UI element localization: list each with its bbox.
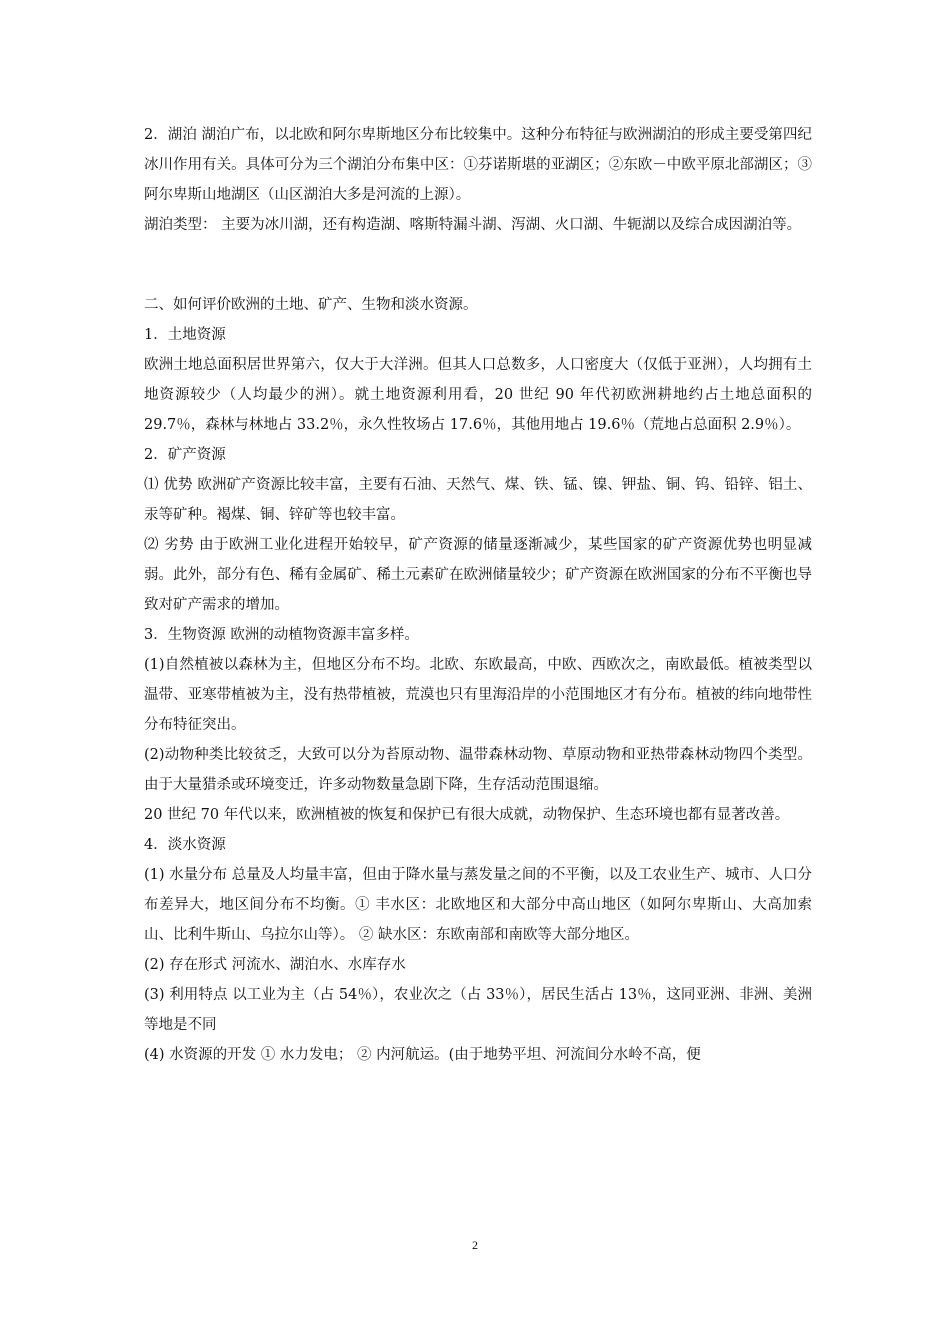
bio-animals-paragraph: (2)动物种类比较贫乏，大致可以分为苔原动物、温带森林动物、草原动物和亚热带森林动物四个类型。由于大量猎杀或环境变迁，许多动物数量急剧下降，生存活动范围退缩。: [144, 747, 812, 793]
water-forms-paragraph: (2) 存在形式 河流水、湖泊水、水库存水: [144, 957, 406, 973]
water-distribution-paragraph: (1) 水量分布 总量及人均量丰富，但由于降水量与蒸发量之间的不平衡，以及工农业生产、城市、人口分布差异大，地区间分布不均衡。① 丰水区：北欧地区和大部分中高山地区（如阿尔卑斯山、大高加索山、比利牛斯山、乌拉尔山等）。 ② 缺水区：东欧南部和南欧等大部分地区。: [144, 867, 812, 943]
bio-protection-paragraph: 20 世纪 70 年代以来，欧洲植被的恢复和保护已有很大成就，动物保护、生态环境也都有显著改善。: [144, 807, 790, 823]
water-heading: 4．淡水资源: [144, 837, 226, 853]
lake-types-paragraph: 湖泊类型： 主要为冰川湖，还有构造湖、喀斯特漏斗湖、泻湖、火口湖、牛轭湖以及综合成因湖泊等。: [144, 217, 802, 233]
bio-vegetation-paragraph: (1)自然植被以森林为主，但地区分布不均。北欧、东欧最高，中欧、西欧次之，南欧最低。植被类型以温带、亚寒带植被为主，没有热带植被，荒漠也只有里海沿岸的小范围地区才有分布。植被的纬向地带性分布特征突出。: [144, 657, 812, 733]
mineral-disadvantage-paragraph: ⑵ 劣势 由于欧洲工业化进程开始较早，矿产资源的储量逐渐减少，某些国家的矿产资源优势也明显减弱。此外，部分有色、稀有金属矿、稀土元素矿在欧洲储量较少；矿产资源在欧洲国家的分布不平衡也导致对矿产需求的增加。: [144, 537, 812, 613]
bio-heading: 3．生物资源 欧洲的动植物资源丰富多样。: [144, 627, 419, 643]
water-development-paragraph: (4) 水资源的开发 ① 水力发电； ② 内河航运。(由于地势平坦、河流间分水岭不高，便: [144, 1047, 701, 1063]
page-content: [144, 120, 812, 1070]
page-number: 2: [472, 1238, 478, 1252]
land-heading: 1．土地资源: [144, 327, 226, 343]
mineral-advantage-paragraph: ⑴ 优势 欧洲矿产资源比较丰富，主要有石油、天然气、煤、铁、锰、镍、钾盐、铜、钨、铅锌、铝土、汞等矿种。褐煤、铜、锌矿等也较丰富。: [144, 477, 812, 523]
water-usage-paragraph: (3) 利用特点 以工业为主（占 54％），农业次之（占 33％），居民生活占 13％，这同亚洲、非洲、美洲等地是不同: [144, 987, 812, 1033]
lakes-paragraph: 2．湖泊 湖泊广布，以北欧和阿尔卑斯地区分布比较集中。这种分布特征与欧洲湖泊的形成主要受第四纪冰川作用有关。具体可分为三个湖泊分布集中区：①芬诺斯堪的亚湖区；②东欧－中欧平原北部湖区；③阿尔卑斯山地湖区（山区湖泊大多是河流的上源）。: [144, 127, 812, 203]
mineral-heading: 2．矿产资源: [144, 447, 226, 463]
section-heading: 二、如何评价欧洲的土地、矿产、生物和淡水资源。: [144, 297, 478, 313]
land-paragraph: 欧洲土地总面积居世界第六，仅大于大洋洲。但其人口总数多，人口密度大（仅低于亚洲），人均拥有土地资源较少（人均最少的洲）。就土地资源利用看，20 世纪 90 年代初欧洲耕地约占土地总面积的 29.7％，森林与林地占 33.2％，永久性牧场占 17.6％，其他用地占 19.6％（荒地占总面积 2.9％）。: [144, 357, 812, 433]
section-gap: [144, 240, 812, 290]
